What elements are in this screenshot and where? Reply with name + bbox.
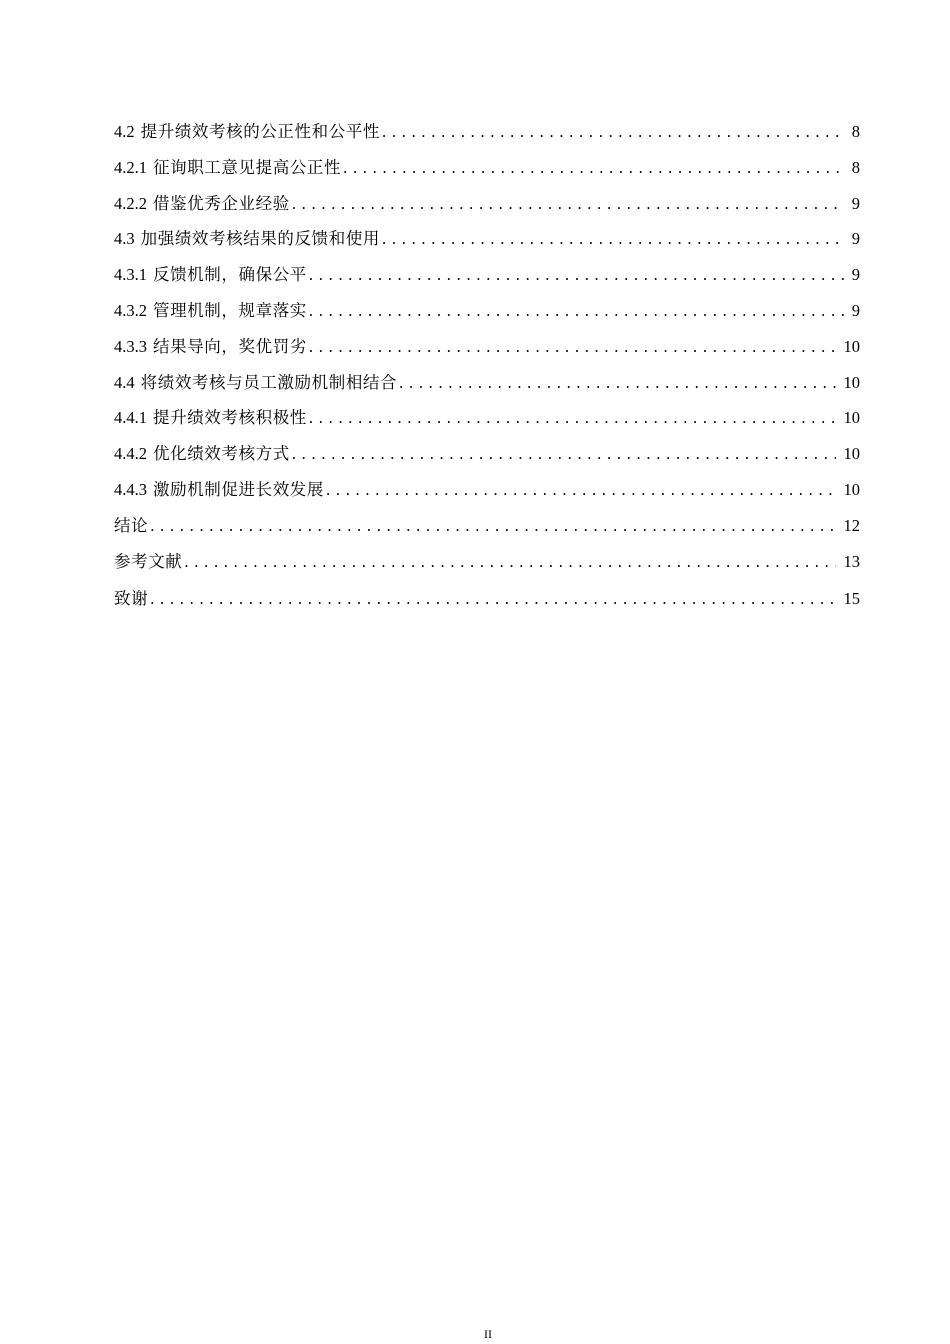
toc-entry-page: 10 — [843, 372, 860, 392]
dot-leader — [309, 293, 844, 329]
toc-entry-page: 9 — [851, 229, 860, 249]
dot-leader — [184, 544, 835, 580]
toc-entry-page: 10 — [843, 444, 860, 464]
dot-leader — [382, 114, 844, 150]
toc-entry-number: 4.3.3 — [114, 336, 147, 356]
toc-entry-page: 8 — [851, 122, 860, 141]
toc-entry[interactable] — [114, 365, 860, 401]
toc-entry-number: 4.4.2 — [114, 444, 147, 464]
toc-entry[interactable] — [114, 186, 860, 222]
toc-entry-number: 4.3.1 — [114, 265, 147, 285]
toc-entry-page: 10 — [843, 479, 860, 499]
toc-entry[interactable] — [114, 436, 860, 472]
table-of-contents — [114, 114, 860, 617]
toc-entry[interactable] — [114, 114, 860, 150]
toc-entry-page: 10 — [843, 336, 860, 356]
toc-entry-title: 结论 — [114, 515, 149, 535]
toc-entry[interactable] — [114, 221, 860, 257]
dot-leader — [309, 257, 844, 293]
toc-entry-title: 提升绩效考核的公正性和公平性 — [140, 122, 381, 141]
toc-entry-title: 提升绩效考核积极性 — [153, 408, 307, 428]
toc-entry-page: 12 — [843, 515, 860, 535]
toc-entry[interactable] — [114, 293, 860, 329]
toc-entry-title: 反馈机制，确保公平 — [153, 265, 307, 285]
toc-entry-title: 借鉴优秀企业经验 — [153, 193, 290, 213]
toc-entry[interactable] — [114, 400, 860, 436]
toc-entry-number: 4.2.1 — [114, 157, 147, 177]
dot-leader — [292, 186, 844, 222]
dot-leader — [292, 436, 836, 472]
dot-leader — [399, 365, 835, 401]
toc-entry[interactable] — [114, 329, 860, 365]
dot-leader — [309, 329, 836, 365]
page-number: II — [484, 1327, 492, 1341]
toc-entry-number: 4.4 — [114, 372, 135, 392]
toc-entry-page: 9 — [851, 193, 860, 213]
toc-entry-page: 13 — [843, 551, 860, 571]
toc-entry-title: 致谢 — [114, 589, 149, 609]
dot-leader — [150, 508, 835, 544]
toc-entry-title: 管理机制，规章落实 — [153, 300, 307, 320]
toc-entry-page: 9 — [851, 265, 860, 285]
toc-entry-page: 10 — [843, 408, 860, 428]
dot-leader — [309, 400, 836, 436]
toc-entry-title: 优化绩效考核方式 — [153, 444, 290, 464]
toc-entry-number: 4.3 — [114, 229, 135, 249]
toc-entry-number: 4.4.3 — [114, 479, 147, 499]
toc-entry-number: 4.3.2 — [114, 300, 147, 320]
toc-entry-title: 加强绩效考核结果的反馈和使用 — [140, 229, 381, 249]
toc-entry-page: 8 — [851, 157, 860, 177]
dot-leader — [326, 472, 836, 508]
toc-entry[interactable] — [114, 544, 860, 580]
toc-entry[interactable] — [114, 581, 860, 617]
toc-entry[interactable] — [114, 257, 860, 293]
dot-leader — [382, 221, 844, 257]
toc-entry-number: 4.2 — [114, 122, 135, 141]
toc-entry-title: 将绩效考核与员工激励机制相结合 — [140, 372, 398, 392]
toc-entry-title: 结果导向，奖优罚劣 — [153, 336, 307, 356]
toc-entry-title: 征询职工意见提高公正性 — [153, 157, 342, 177]
toc-entry-title: 参考文献 — [114, 551, 183, 571]
toc-entry-page: 15 — [843, 589, 860, 609]
dot-leader — [343, 150, 844, 186]
toc-entry-title: 激励机制促进长效发展 — [153, 479, 324, 499]
toc-entry[interactable] — [114, 508, 860, 544]
toc-entry[interactable] — [114, 472, 860, 508]
toc-entry-number: 4.2.2 — [114, 193, 147, 213]
toc-entry[interactable] — [114, 150, 860, 186]
dot-leader — [150, 581, 835, 617]
toc-entry-page: 9 — [851, 300, 860, 320]
toc-entry-number: 4.4.1 — [114, 408, 147, 428]
